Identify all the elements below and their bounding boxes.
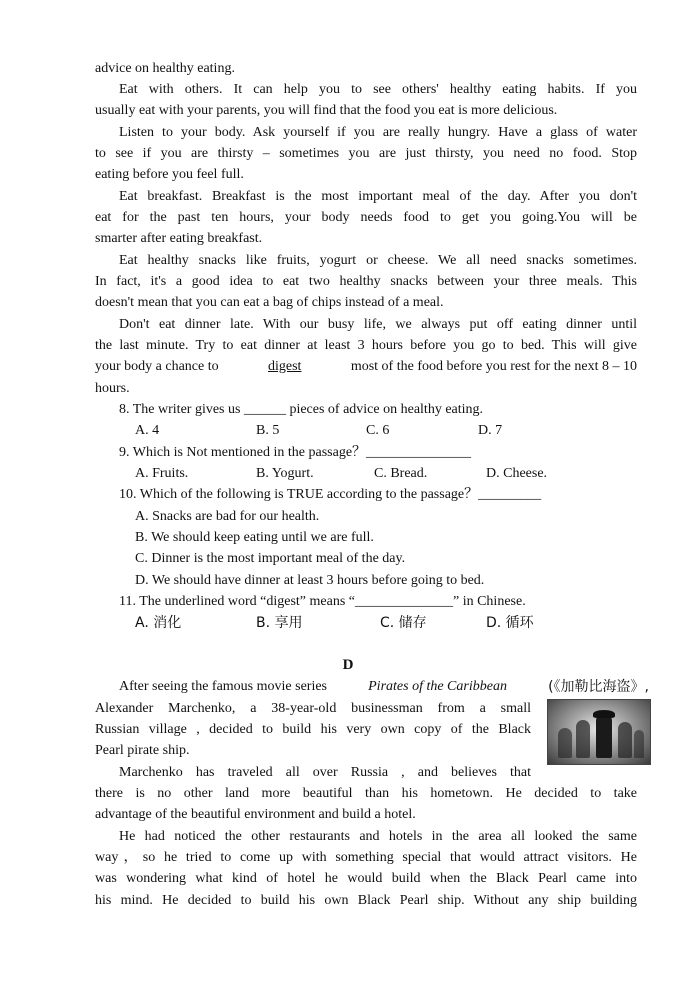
- text-line: Eat healthy snacks like fruits, yogurt or cheese. We all need snacks sometimes.: [119, 253, 637, 268]
- text-segment: After seeing the famous movie series: [119, 679, 327, 694]
- text-line: [119, 678, 649, 696]
- question-11-option: B. 享用: [256, 615, 303, 631]
- text-line: Marchenko has traveled all over Russia , and believes that: [119, 765, 531, 780]
- text-line: there is no other land more beautiful than his hometown. He decided to take: [95, 786, 637, 801]
- question-11-option: A. 消化: [135, 615, 182, 631]
- text-line: [95, 358, 637, 376]
- text-line: his mind. He decided to build his own Black Pearl ship. Without any ship building: [95, 893, 637, 908]
- question-9-option: C. Bread.: [374, 466, 428, 481]
- text-line: advice on healthy eating.: [95, 61, 235, 76]
- figure-silhouette: [596, 714, 612, 758]
- text-line: Pearl pirate ship.: [95, 743, 190, 758]
- figure-silhouette: [634, 730, 644, 758]
- section-heading: D: [342, 657, 354, 673]
- figure-silhouette: [576, 720, 590, 758]
- text-line: hours.: [95, 381, 130, 396]
- question-10-option: C. Dinner is the most important meal of the day.: [135, 551, 406, 566]
- question-8-option: A. 4: [135, 423, 160, 438]
- question-10-option: A. Snacks are bad for our health.: [135, 509, 320, 524]
- text-line: eating before you feel full.: [95, 167, 244, 182]
- text-line: eat for the past ten hours, your body needs food to get you going.You will be: [95, 210, 637, 225]
- text-line: Eat with others. It can help you to see others' healthy eating habits. If you: [119, 82, 637, 97]
- question-8-option: B. 5: [256, 423, 280, 438]
- question-8-option: D. 7: [478, 423, 503, 438]
- text-line: usually eat with your parents, you will find that the food you eat is more delicious.: [95, 103, 558, 118]
- question-9: 9. Which is Not mentioned in the passage？_______________: [119, 445, 472, 460]
- text-line: In fact, it's a good idea to eat two healthy snacks between your three meals. This: [95, 274, 637, 289]
- movie-title: Pirates of the Caribbean: [368, 679, 507, 694]
- text-line: doesn't mean that you can eat a bag of chips instead of a meal.: [95, 295, 444, 310]
- text-segment: most of the food before you rest for the next 8 – 10: [350, 359, 637, 374]
- question-9-option: A. Fruits.: [135, 466, 189, 481]
- text-segment: (《加勒比海盗》,: [548, 679, 649, 695]
- text-line: Russian village , decided to build his very own copy of the Black: [95, 722, 531, 737]
- question-9-option: D. Cheese.: [486, 466, 548, 481]
- question-10-option: D. We should have dinner at least 3 hours before going to bed.: [135, 573, 485, 588]
- figure-silhouette: [618, 722, 632, 758]
- pirates-movie-photo: [547, 699, 651, 765]
- text-line: was wondering what kind of hotel he would build when the Black Pearl came into: [95, 871, 637, 886]
- text-line: to see if you are thirsty – sometimes you are just thirsty, you need no food. Stop: [95, 146, 637, 161]
- pirate-hat-icon: [593, 710, 615, 718]
- text-segment: your body a chance to: [95, 359, 219, 374]
- figure-silhouette: [558, 728, 572, 758]
- question-10: 10. Which of the following is TRUE according to the passage？_________: [119, 487, 542, 502]
- text-line: Alexander Marchenko, a 38-year-old businessman from a small: [95, 701, 531, 716]
- text-line: He had noticed the other restaurants and hotels in the area all looked the same: [119, 829, 637, 844]
- question-11-option: D. 循环: [486, 615, 534, 631]
- question-8-option: C. 6: [366, 423, 390, 438]
- question-11: 11. The underlined word “digest” means “______________” in Chinese.: [119, 594, 526, 609]
- question-11-option: C. 储存: [380, 615, 427, 631]
- underlined-word: digest: [268, 359, 302, 374]
- text-line: Eat breakfast. Breakfast is the most important meal of the day. After you don't: [119, 189, 637, 204]
- text-line: the last minute. Try to eat dinner at least 3 hours before you go to bed. This will give: [95, 338, 637, 353]
- text-line: smarter after eating breakfast.: [95, 231, 263, 246]
- text-line: Don't eat dinner late. With our busy life, we always put off eating dinner until: [119, 317, 637, 332]
- text-line: Listen to your body. Ask yourself if you are really hungry. Have a glass of water: [119, 125, 637, 140]
- question-10-option: B. We should keep eating until we are full.: [135, 530, 374, 545]
- question-8: 8. The writer gives us ______ pieces of advice on healthy eating.: [119, 402, 484, 417]
- text-line: way，so he tried to come up with something special that would attract visitors. He: [95, 850, 637, 865]
- text-line: advantage of the beautiful environment and build a hotel.: [95, 807, 416, 822]
- question-9-option: B. Yogurt.: [256, 466, 314, 481]
